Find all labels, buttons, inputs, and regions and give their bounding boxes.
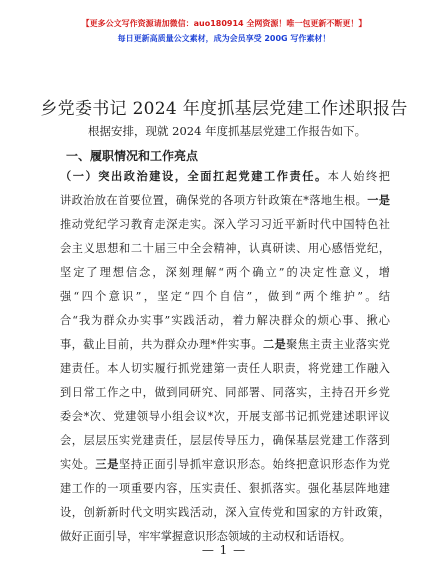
- body-text: 聚焦主责主业落实党: [286, 338, 390, 351]
- promo-banner-line-1: 【更多公文写作资源请加微信：auo180914 全网资源！唯一包更新不断更！】: [81, 19, 367, 28]
- body-line: 会主义思想和二十届三中全会精神，认真研读、用心感悟党纪，: [60, 242, 390, 255]
- section-heading: 一、履职情况和工作亮点: [66, 149, 199, 163]
- body-line: 强“四个意识”，坚定“四个自信”，做到“两个维护”。结: [60, 290, 390, 303]
- body-line: 坚定了理想信念，深刻理解“两个确立”的决定性意义，增: [60, 266, 390, 279]
- body-text: 事，截止目前，共为群众办理*件实事。: [60, 338, 263, 351]
- body-line: 建工作的一项重要内容，压实责任、狠抓落实。强化基层阵地建: [60, 482, 390, 495]
- body-line: 做好正面引导，牢牢掌握意识形态领域的主动权和话语权。: [60, 530, 351, 543]
- body-text: 实处。: [60, 458, 96, 471]
- body-line: [60, 336, 390, 352]
- key-point-label: 一是: [367, 194, 390, 207]
- body-line: 建责任。本人切实履行抓党建第一责任人职责，将党建工作融入: [60, 362, 390, 375]
- key-point-label: 三是: [95, 458, 120, 471]
- page-number: — 1 —: [201, 543, 247, 557]
- body-text: 坚持正面引导抓牢意识形态。始终把意识形态作为党: [119, 458, 390, 471]
- body-text: 讲政治放在首要位置，确保党的各项方针政策在*落地生根。: [60, 194, 368, 207]
- body-line: 推动党纪学习教育走深走实。深入学习习近平新时代中国特色社: [60, 218, 390, 231]
- body-line: [60, 192, 390, 208]
- body-line: 到日常工作之中，做到同研究、同部署、同落实，主持召开乡党: [60, 386, 390, 399]
- subsection-heading: （一）突出政治建设，全面扛起党建工作责任。: [60, 170, 328, 183]
- body-line: 委会*次、党建领导小组会议*次，开展支部书记抓党建述职评议: [60, 410, 390, 423]
- intro-paragraph: 根据安排，现就 2024 年度抓基层党建工作报告如下。: [88, 124, 367, 138]
- body-line: 会，层层压实党建责任，层层传导压力，确保基层党建工作落到: [60, 434, 390, 447]
- key-point-label: 二是: [262, 338, 287, 351]
- body-line: [60, 456, 390, 472]
- body-text: 本人始终把: [327, 170, 390, 183]
- body-line: 设，创新新时代文明实践活动，深入宣传党和国家的方针政策，: [60, 506, 390, 519]
- body-line: 合“我为群众办实事”实践活动，着力解决群众的烦心事、揪心: [60, 314, 390, 327]
- promo-banner-line-2: 每日更新高质量公文素材，成为会员享受 200G 写作素材！: [117, 34, 331, 43]
- document-title: 乡党委书记 2024 年度抓基层党建工作述职报告: [40, 99, 408, 119]
- body-line: [60, 168, 390, 184]
